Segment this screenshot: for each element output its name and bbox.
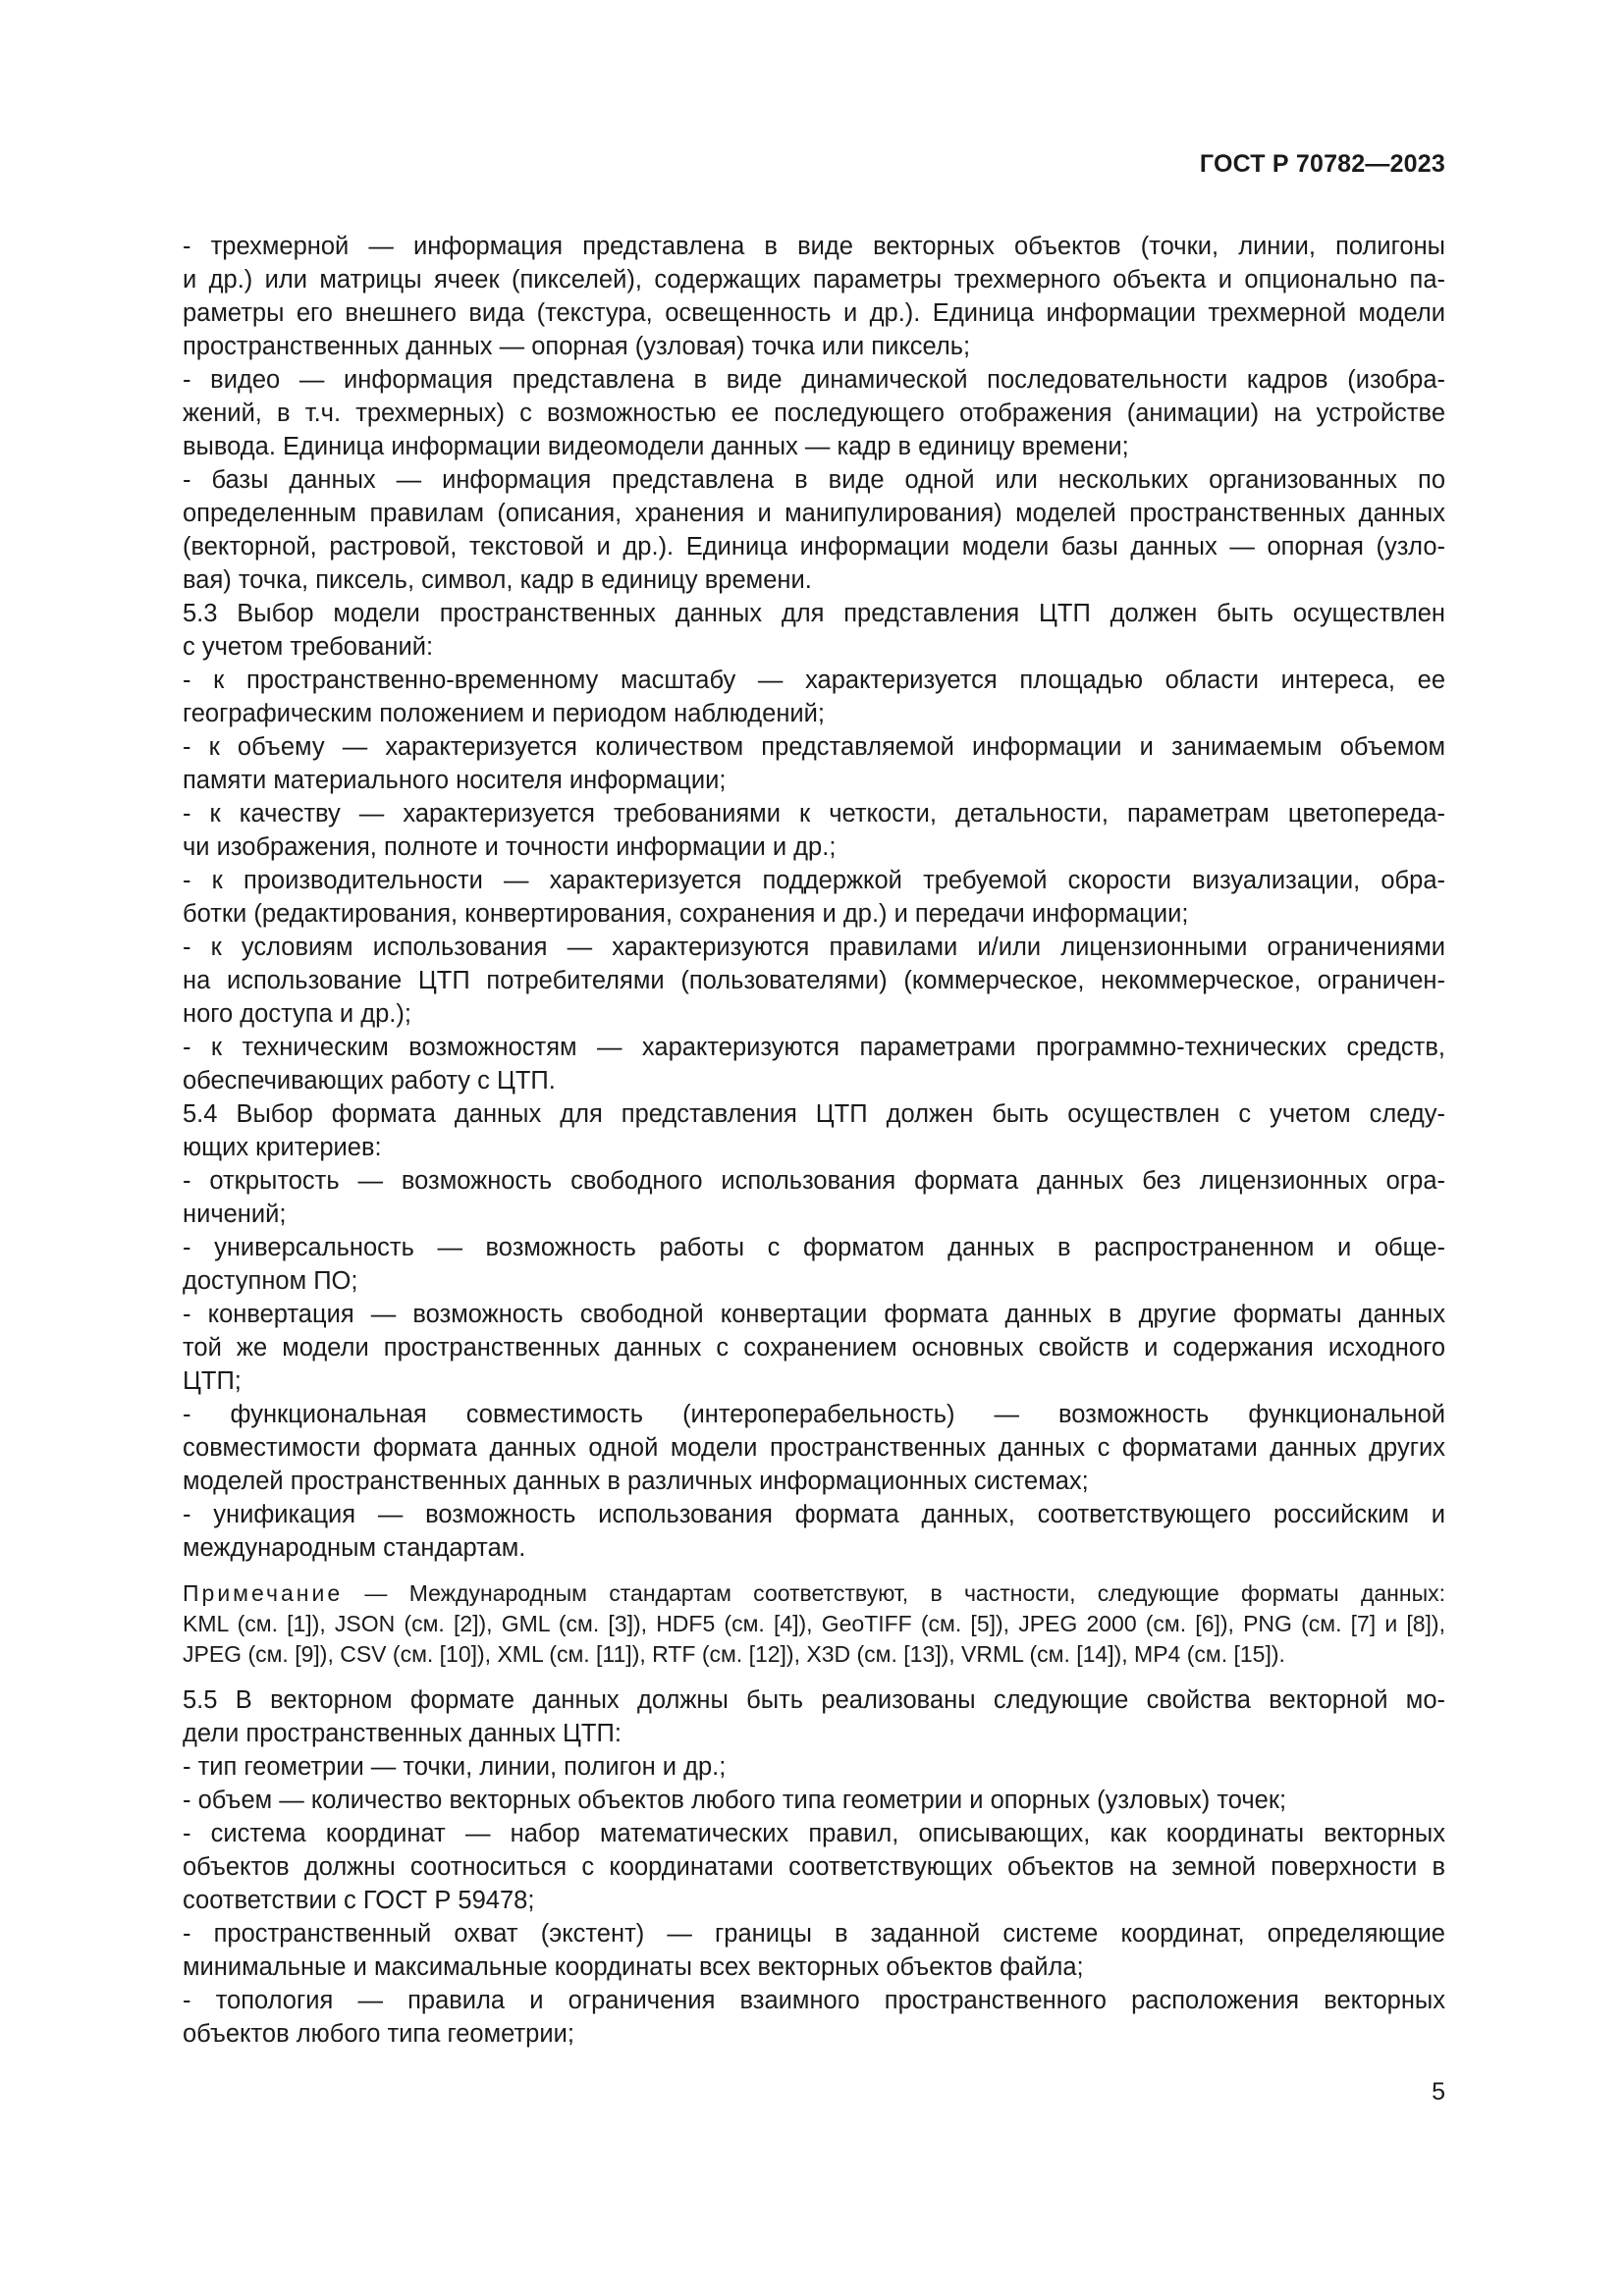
paragraph [120, 664, 1445, 730]
paragraph-line: - трехмерной — информация представлена в виде векторных объектов (точки, линии, полигоны [183, 233, 1445, 260]
paragraph-line: - к объему — характеризуется количеством представляемой информации и занимаемым объемом [183, 733, 1445, 761]
paragraph-line: - топология — правила и ограничения взаимного пространственного расположения векторных [183, 1987, 1445, 2014]
paragraph-line: ботки (редактирования, конвертирования, сохранения и др.) и передачи информации; [183, 900, 1189, 928]
paragraph-line: ничений; [183, 1201, 287, 1228]
paragraph-line: совместимости формата данных одной модели пространственных данных с форматами данных других [183, 1434, 1445, 1462]
paragraph [120, 730, 1445, 797]
paragraph [120, 1498, 1445, 1565]
paragraph-line: - к пространственно-временному масштабу — характеризуется площадью области интереса, ее [183, 667, 1445, 694]
paragraph-line: (векторной, растровой, текстовой и др.). Единица информации модели базы данных — опорная (узло- [183, 533, 1445, 561]
paragraph-line: географическим положением и периодом наблюдений; [183, 700, 826, 727]
paragraph-line: ющих критериев: [183, 1134, 382, 1161]
paragraph [120, 797, 1445, 864]
paragraph-line: - конвертация — возможность свободной конвертации формата данных в другие форматы данных [183, 1301, 1445, 1328]
paragraph-line: соответствии с ГОСТ Р 59478; [183, 1887, 535, 1914]
paragraph-line: памяти материального носителя информации; [183, 767, 727, 794]
paragraph-line: ЦТП; [183, 1367, 242, 1395]
paragraph-line: минимальные и максимальные координаты всех векторных объектов файла; [183, 1953, 1084, 1981]
paragraphs-part-1 [120, 230, 1445, 1565]
paragraph-line: на использование ЦТП потребителями (пользователями) (коммерческое, некоммерческое, ограничен- [183, 967, 1445, 994]
paragraph-line: доступном ПО; [183, 1267, 358, 1295]
paragraph-line: - к производительности — характеризуется поддержкой требуемой скорости визуализации, обра- [183, 867, 1445, 894]
paragraph-line: объектов любого типа геометрии; [183, 2020, 574, 2048]
paragraph-line: - система координат — набор математических правил, описывающих, как координаты векторных [183, 1820, 1445, 1847]
paragraph [120, 463, 1445, 597]
paragraph [120, 1231, 1445, 1298]
paragraph-line: и др.) или матрицы ячеек (пикселей), содержащих параметры трехмерного объекта и опционально па- [183, 266, 1445, 294]
paragraph [120, 1031, 1445, 1097]
paragraph-line: - видео — информация представлена в виде динамической последовательности кадров (изобра- [183, 366, 1445, 394]
paragraph-line: жений, в т.ч. трехмерных) с возможностью ее последующего отображения (анимации) на устройстве [183, 400, 1445, 427]
paragraph-line: - тип геометрии — точки, линии, полигон и др.; [183, 1753, 727, 1781]
paragraph-line: 5.4 Выбор формата данных для представления ЦТП должен быть осуществлен с учетом следу- [183, 1100, 1445, 1128]
paragraph [120, 1683, 1445, 1750]
paragraph [120, 363, 1445, 463]
paragraph-line: обеспечивающих работу с ЦТП. [183, 1067, 556, 1095]
paragraph-line: моделей пространственных данных в различных информационных системах; [183, 1468, 1089, 1495]
note-line: KML (см. [1]), JSON (см. [2]), GML (см. [3]), HDF5 (см. [4]), GeoTIFF (см. [5]), JPEG 2000 (см. [6]), PNG (см. [7] и [8]), [183, 1611, 1445, 1636]
paragraph-line: дели пространственных данных ЦТП: [183, 1720, 622, 1747]
paragraph-line: объектов должны соотноситься с координатами соответствующих объектов на земной поверхности в [183, 1853, 1445, 1881]
paragraph [120, 1398, 1445, 1498]
note-line: JPEG (см. [9]), CSV (см. [10]), XML (см. [11]), RTF (см. [12]), X3D (см. [13]), VRML (см. [14]), MP4 (см. [15]). [183, 1641, 1285, 1667]
paragraph [120, 230, 1445, 363]
paragraph-line: той же модели пространственных данных с сохранением основных свойств и содержания исходного [183, 1334, 1445, 1362]
paragraph-line: 5.3 Выбор модели пространственных данных для представления ЦТП должен быть осуществлен [183, 600, 1445, 627]
paragraph [120, 931, 1445, 1031]
page-number: 5 [1432, 2078, 1445, 2106]
note-block [120, 1578, 1445, 1670]
paragraph [120, 864, 1445, 931]
paragraph [120, 1298, 1445, 1398]
paragraph [120, 1917, 1445, 1984]
paragraph [120, 1817, 1445, 1917]
paragraph [120, 1097, 1445, 1164]
paragraph-line: вывода. Единица информации видеомодели данных — кадр в единицу времени; [183, 433, 1129, 460]
paragraph-line: международным стандартам. [183, 1534, 526, 1562]
paragraph-line: вая) точка, пиксель, символ, кадр в единицу времени. [183, 566, 812, 594]
paragraph-line: - к техническим возможностям — характеризуются параметрами программно-технических средств, [183, 1034, 1445, 1061]
note-line-text: — Международным стандартам соответствуют, в частности, следующие форматы данных: [364, 1580, 1445, 1606]
paragraph-line: - базы данных — информация представлена в виде одной или нескольких организованных по [183, 466, 1445, 494]
document-header-title: ГОСТ Р 70782—2023 [1199, 150, 1445, 178]
paragraph [120, 1784, 1445, 1817]
note-line [120, 1578, 1445, 1609]
paragraph-line: - к условиям использования — характеризуются правилами и/или лицензионными ограничениями [183, 934, 1445, 961]
paragraph-line: чи изображения, полноте и точности информации и др.; [183, 833, 837, 861]
paragraphs-part-2 [120, 1683, 1445, 2051]
paragraph-line: 5.5 В векторном формате данных должны быть реализованы следующие свойства векторной мо- [183, 1686, 1445, 1714]
paragraph-line: - унификация — возможность использования формата данных, соответствующего российским и [183, 1501, 1445, 1528]
note-label: Примечание [183, 1580, 344, 1606]
paragraph-line: - открытость — возможность свободного использования формата данных без лицензионных огра- [183, 1167, 1445, 1195]
paragraph-line: пространственных данных — опорная (узловая) точка или пиксель; [183, 333, 971, 360]
paragraph-line: - универсальность — возможность работы с форматом данных в распространенном и обще- [183, 1234, 1445, 1261]
paragraph [120, 597, 1445, 664]
document-body [120, 230, 1445, 2051]
paragraph-line: определенным правилам (описания, хранения и манипулирования) моделей пространственных данных [183, 500, 1445, 527]
paragraph-line: раметры его внешнего вида (текстура, освещенность и др.). Единица информации трехмерной модели [183, 299, 1445, 327]
paragraph-line: ного доступа и др.); [183, 1000, 411, 1028]
paragraph [120, 1164, 1445, 1231]
paragraph-line: с учетом требований: [183, 633, 434, 661]
paragraph-line: - объем — количество векторных объектов любого типа геометрии и опорных (узловых) точек; [183, 1787, 1287, 1814]
paragraph-line: - к качеству — характеризуется требованиями к четкости, детальности, параметрам цветопереда- [183, 800, 1445, 828]
paragraph-line: - пространственный охват (экстент) — границы в заданной системе координат, определяющие [183, 1920, 1445, 1948]
paragraph [120, 1984, 1445, 2051]
paragraph [120, 1750, 1445, 1784]
paragraph-line: - функциональная совместимость (интероперабельность) — возможность функциональной [183, 1401, 1445, 1428]
